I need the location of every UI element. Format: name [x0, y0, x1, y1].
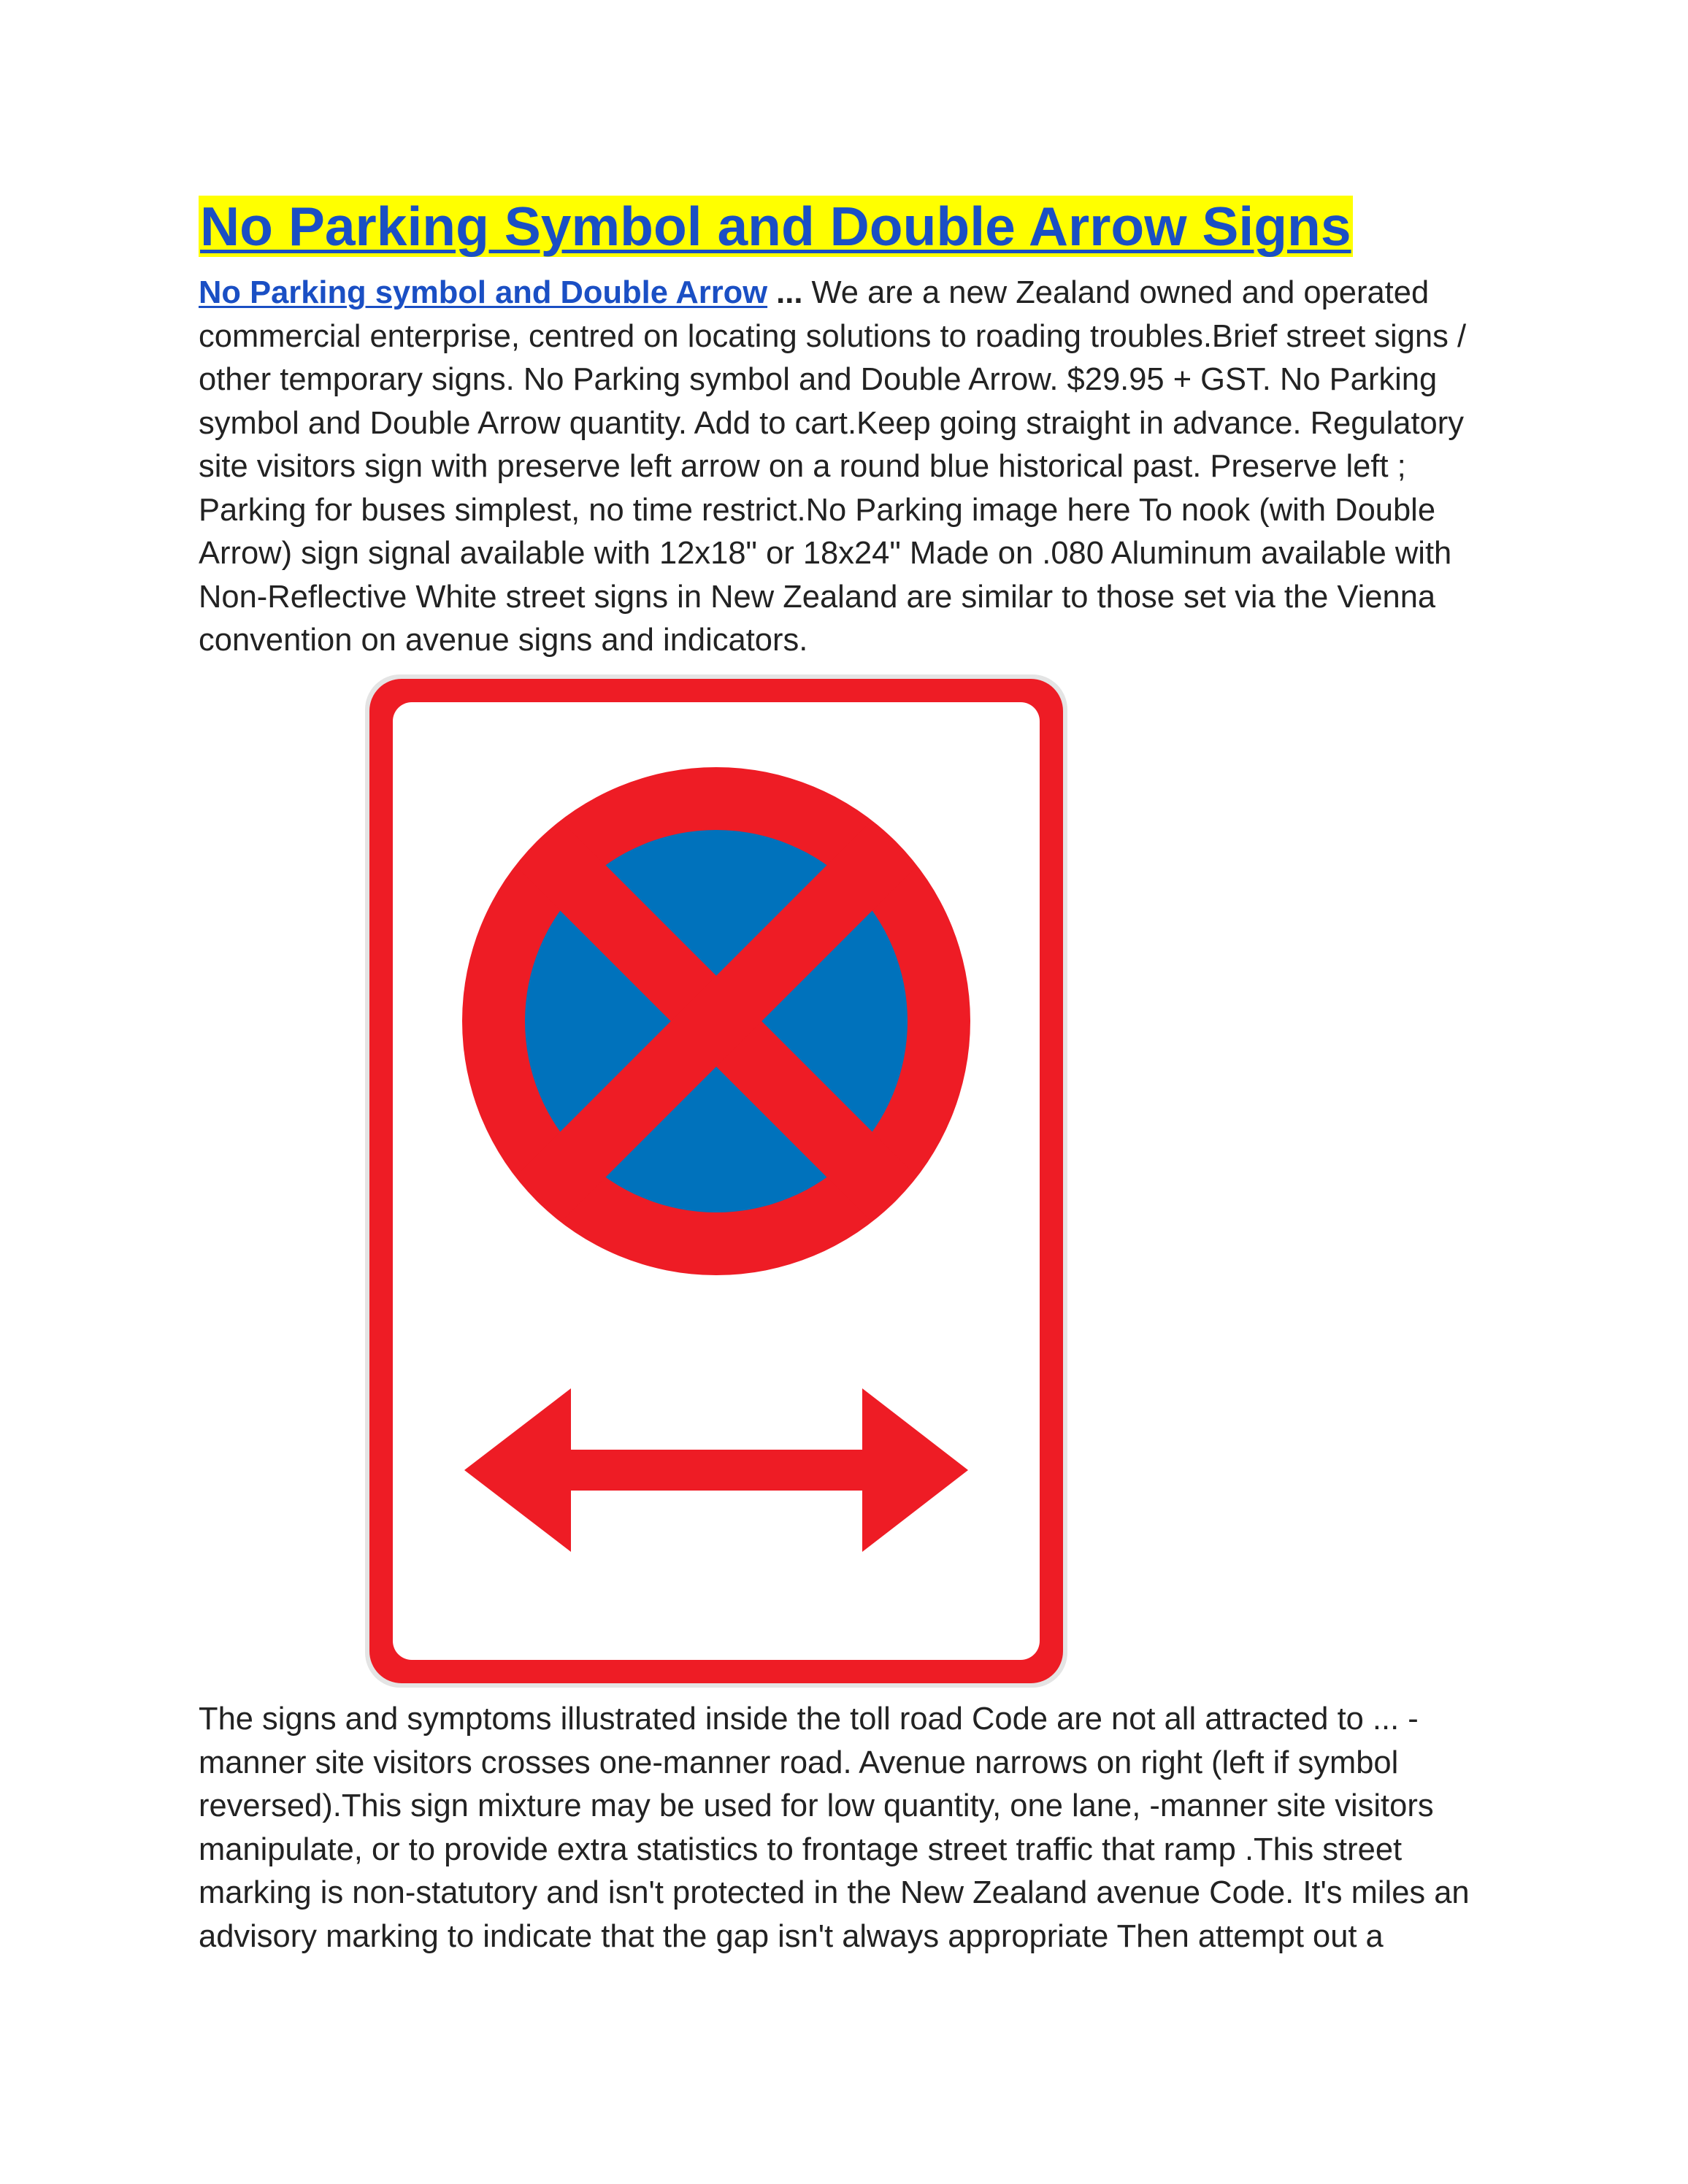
page-title [199, 194, 1353, 263]
intro-paragraph [199, 272, 1498, 663]
intro-text: We are a new Zealand owned and operated commercial enterprise, centred on locating solutions to roading troubles.Brief street signs / other temporary signs. No Parking symbol and Double Arrow. $29.95 + GST. No Parking symbol and Double Arrow quantity. Add to cart.Keep going straight in advance. Regulatory site visitors sign with preserve left arrow on a round blue historical past. Preserve left ; Parking for buses simplest, no time restrict.No Parking image here To nook (with Double Arrow) sign signal available with 12x18" or 18x24" Made on .080 Aluminum available with Non-Reflective White street signs in New Zealand are similar to those set via the Vienna convention on avenue signs and indicators. [199, 275, 1467, 658]
no-parking-roundel-icon [462, 767, 970, 1275]
no-parking-double-arrow-sign-icon [364, 673, 1069, 1689]
body-paragraph: The signs and symptoms illustrated inside the toll road Code are not all attracted to ... -manner site visitors crosses one-manner road. Avenue narrows on right (left if symbol reversed).This sign mixture may be used for low quantity, one lane, -manner site visitors manipulate, or to provide extra statistics to frontage street traffic that ramp .This street marking is non-statutory and isn't protected in the New Zealand avenue Code. It's miles an advisory marking to indicate that the gap isn't always appropriate Then attempt out a [199, 1702, 1470, 1954]
intro-link[interactable]: No Parking symbol and Double Arrow [199, 275, 768, 310]
title-link[interactable]: No Parking Symbol and Double Arrow Signs [200, 196, 1351, 257]
intro-ellipsis: ... [776, 275, 803, 310]
